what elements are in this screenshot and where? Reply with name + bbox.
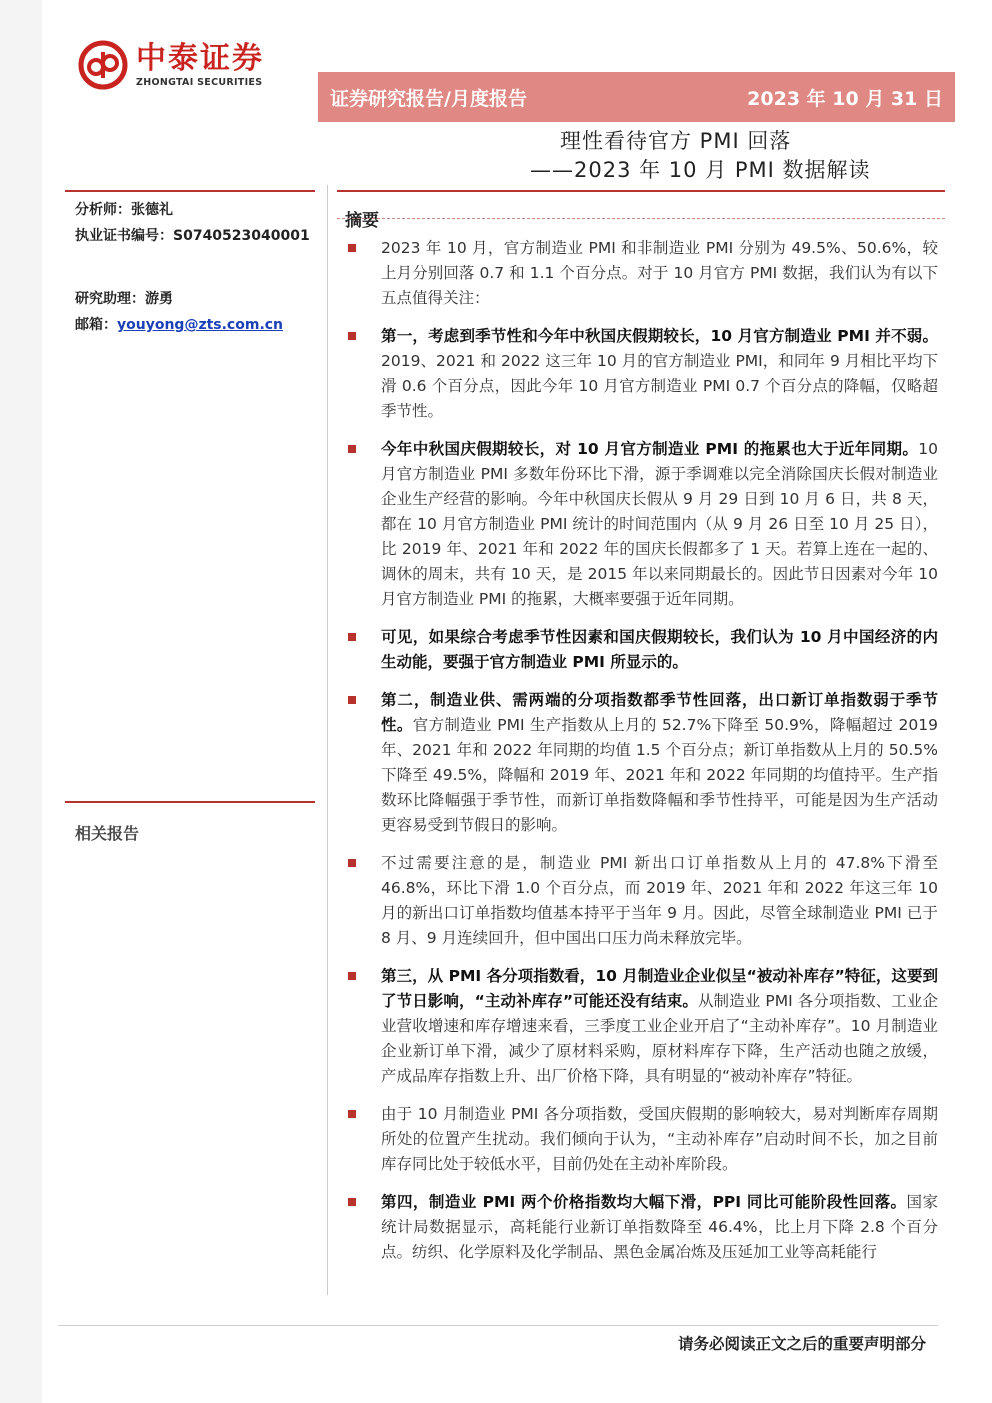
bullet-lead: 第二，制造业供、需两端的分项指数都季节性回落，出口新订单指数弱于季节性。 bbox=[381, 691, 938, 734]
bullet-text: 由于 10 月制造业 PMI 各分项指数，受国庆假期的影响较大，易对判断库存周期所处的位置产生扰动。我们倾向于认为，“主动补库存”启动时间不长，加之目前库存同比处于较低水平，目前仍处在主动补库阶段。 bbox=[381, 1105, 938, 1173]
bullet-item bbox=[345, 688, 938, 838]
email-line bbox=[75, 314, 283, 334]
report-date: 2023 年 10 月 31 日 bbox=[747, 87, 943, 110]
page-margin-strip bbox=[0, 0, 42, 1403]
related-reports-heading: 相关报告 bbox=[75, 824, 140, 843]
sidebar-related-rule bbox=[65, 801, 315, 803]
bullet-text: 从制造业 PMI 各分项指数、工业企业营收增速和库存增速来看，三季度工业企业开启了“主动补库存”。10 月制造业企业新订单下滑，减少了原材料采购，原材料库存下降，生产活动也随之放缓，产成品库存指数上升、出厂价格下降，具有明显的“被动补库存”特征。 bbox=[381, 992, 938, 1085]
bullet-text: 2019、2021 和 2022 这三年 10 月的官方制造业 PMI，和同年 9 月相比平均下滑 0.6 个百分点，因此今年 10 月官方制造业 PMI 0.7 个百分点的降幅，仅略超季节性。 bbox=[381, 352, 938, 420]
report-type: 证券研究报告/月度报告 bbox=[330, 87, 527, 110]
bullet-item bbox=[345, 437, 938, 612]
sidebar-top-rule bbox=[65, 190, 315, 192]
bullet-square-icon bbox=[348, 972, 356, 980]
brand-name-cn: 中泰证券 bbox=[136, 40, 264, 76]
email-link[interactable]: youyong@zts.com.cn bbox=[117, 317, 284, 333]
bullet-square-icon bbox=[348, 696, 356, 704]
summary-heading: 摘要 bbox=[345, 211, 379, 231]
report-title: 理性看待官方 PMI 回落 bbox=[560, 129, 792, 153]
bullet-text: 2023 年 10 月，官方制造业 PMI 和非制造业 PMI 分别为 49.5%、50.6%，较上月分别回落 0.7 和 1.1 个百分点。对于 10 月官方 PMI 数据，我们认为有以下五点值得关注： bbox=[381, 239, 938, 307]
brand-logo bbox=[78, 40, 264, 90]
footer-disclaimer: 请务必阅读正文之后的重要声明部分 bbox=[677, 1335, 926, 1353]
bullet-square-icon bbox=[348, 244, 356, 252]
license-number: 执业证书编号：S0740523040001 bbox=[75, 228, 310, 244]
bullet-lead: 第四，制造业 PMI 两个价格指数均大幅下滑，PPI 同比可能阶段性回落。 bbox=[381, 1193, 907, 1211]
analyst-name: 分析师：张德礼 bbox=[75, 202, 173, 218]
column-divider bbox=[327, 185, 328, 1295]
bullet-square-icon bbox=[348, 859, 356, 867]
report-header-band bbox=[318, 72, 955, 122]
logo-mark-icon bbox=[78, 40, 128, 90]
bullet-lead: 可见，如果综合考虑季节性因素和国庆假期较长，我们认为 10 月中国经济的内生动能，要强于官方制造业 PMI 所显示的。 bbox=[381, 628, 938, 671]
report-subtitle: ——2023 年 10 月 PMI 数据解读 bbox=[530, 158, 871, 182]
summary-dashed-rule bbox=[337, 218, 945, 219]
bullet-text: 国家统计局数据显示，高耗能行业新订单指数降至 46.4%，比上月下降 2.8 个百分点。纺织、化学原料及化学制品、黑色金属冶炼及压延加工业等高耗能行 bbox=[381, 1193, 938, 1261]
bullet-text: 不过需要注意的是，制造业 PMI 新出口订单指数从上月的 47.8%下滑至 46.8%，环比下滑 1.0 个百分点，而 2019 年、2021 年和 2022 年这三年 10 月的新出口订单指数均值基本持平于当年 9 月。因此，尽管全球制造业 PMI 已于 8 月、9 月连续回升，但中国出口压力尚未释放完毕。 bbox=[381, 854, 938, 947]
bullet-item bbox=[345, 1102, 938, 1177]
bullet-lead: 第一，考虑到季节性和今年中秋国庆假期较长，10 月官方制造业 PMI 并不弱。 bbox=[381, 327, 938, 345]
bullet-square-icon bbox=[348, 332, 356, 340]
brand-name-en: ZHONGTAI SECURITIES bbox=[136, 76, 263, 88]
bullet-text: 10 月官方制造业 PMI 多数年份环比下滑，源于季调难以完全消除国庆长假对制造业企业生产经营的影响。今年中秋国庆长假从 9 月 29 日到 10 月 6 日，共 8 天，都在 10 月官方制造业 PMI 统计的时间范围内（从 9 月 26 日至 10 月 25 日），比 2019 年、2021 年和 2022 年的国庆长假都多了 1 天。若算上连在一起的、调休的周末，共有 10 天，是 2015 年以来同期最长的。因此节日因素对今年 10 月官方制造业 PMI 的拖累，大概率要强于近年同期。 bbox=[381, 440, 938, 608]
bullet-item bbox=[345, 625, 938, 675]
content-top-rule bbox=[337, 190, 945, 192]
bullet-item bbox=[345, 851, 938, 951]
bullet-square-icon bbox=[348, 1110, 356, 1118]
research-assistant: 研究助理：游勇 bbox=[75, 291, 173, 307]
bullet-lead: 今年中秋国庆假期较长，对 10 月官方制造业 PMI 的拖累也大于近年同期。 bbox=[381, 440, 919, 458]
bullet-item bbox=[345, 1190, 938, 1265]
bullet-text: 官方制造业 PMI 生产指数从上月的 52.7%下降至 50.9%，降幅超过 2019 年、2021 年和 2022 年同期的均值 1.5 个百分点；新订单指数从上月的 50.5%下降至 49.5%，降幅和 2019 年、2021 年和 2022 年同期的均值持平。生产指数环比降幅强于季节性，而新订单指数降幅和季节性持平，可能是因为生产活动更容易受到节假日的影响。 bbox=[381, 716, 938, 834]
bullet-square-icon bbox=[348, 445, 356, 453]
footer-rule bbox=[58, 1325, 938, 1326]
email-label: 邮箱： bbox=[75, 317, 117, 333]
bullet-item bbox=[345, 236, 938, 311]
bullet-square-icon bbox=[348, 1198, 356, 1206]
bullet-item bbox=[345, 964, 938, 1089]
bullet-square-icon bbox=[348, 633, 356, 641]
bullet-item bbox=[345, 324, 938, 424]
summary-bullets bbox=[345, 236, 938, 1278]
bullet-lead: 第三，从 PMI 各分项指数看，10 月制造业企业似呈“被动补库存”特征，这要到了节日影响，“主动补库存”可能还没有结束。 bbox=[381, 967, 938, 1010]
